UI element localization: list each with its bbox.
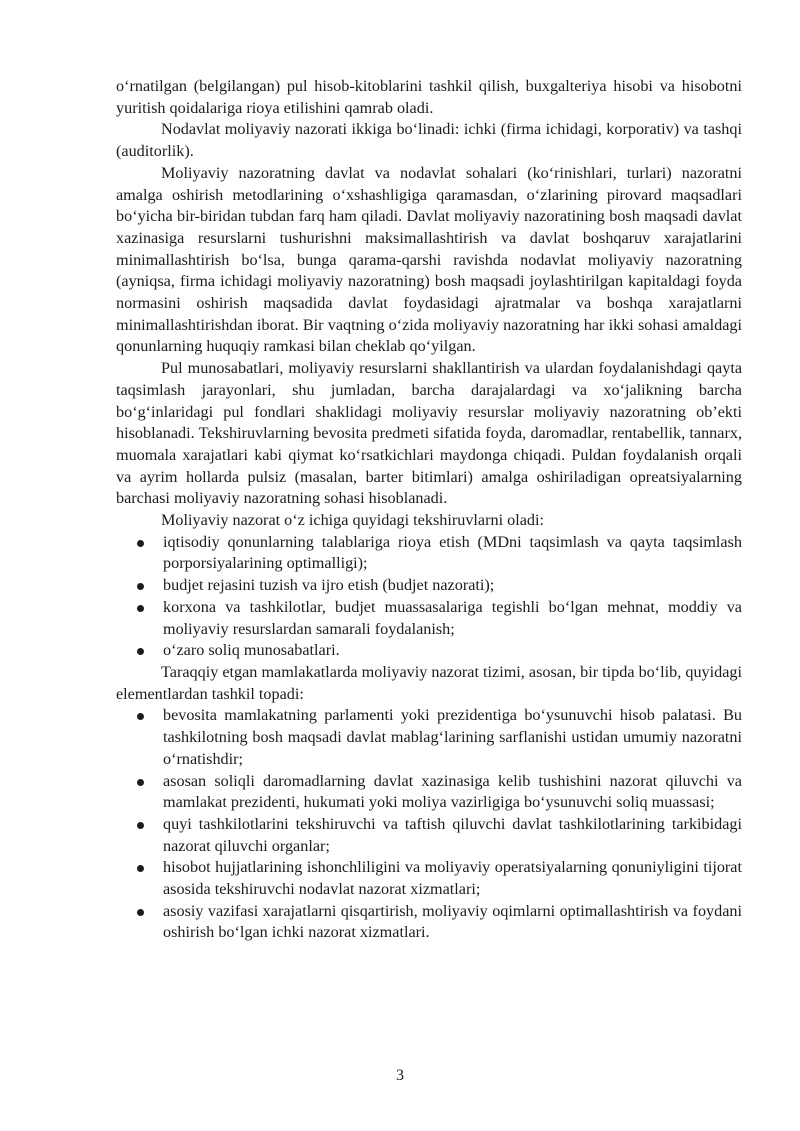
list-item	[116, 771, 742, 814]
bullet-icon	[137, 648, 144, 655]
list-item	[116, 640, 742, 662]
bullet-icon	[137, 822, 144, 829]
list-item	[116, 705, 742, 770]
elementlar-list	[116, 705, 742, 944]
bullet-icon	[137, 865, 144, 872]
page-number: 3	[396, 1067, 404, 1084]
document-page	[116, 76, 742, 944]
list-item-text: korxona va tashkilotlar, budjet muassasalariga tegishli bo‘lgan mehnat, moddiy va moliyaviy resurslardan samarali foydalanish;	[163, 597, 742, 638]
list-item-text: asosan soliqli daromadlarning davlat xazinasiga kelib tushishini nazorat qiluvchi va mamlakat prezidenti, hukumati yoki moliya vazirligiga bo‘ysunuvchi soliq muassasi;	[163, 771, 742, 812]
paragraph-list-intro: Moliyaviy nazorat o‘z ichiga quyidagi tekshiruvlarni oladi:	[161, 511, 544, 530]
list-item	[116, 857, 742, 900]
list-item-text: asosiy vazifasi xarajatlarni qisqartirish, moliyaviy oqimlarni optimallashtirish va foydani oshirish bo‘lgan ichki nazorat xizmatlari.	[163, 901, 742, 942]
tekshiruvlar-list	[116, 532, 742, 662]
list-item	[116, 532, 742, 575]
list-item	[116, 575, 742, 597]
bullet-icon	[137, 540, 144, 547]
paragraph-taraqqiy: Taraqqiy etgan mamlakatlarda moliyaviy nazorat tizimi, asosan, bir tipda bo‘lib, quyidagi elementlardan tashkil topadi:	[116, 662, 742, 703]
paragraph-nodavlat-nazorat: Nodavlat moliyaviy nazorati ikkiga bo‘linadi: ichki (firma ichidagi, korporativ) va tashqi (auditorlik).	[116, 120, 742, 161]
list-item	[116, 814, 742, 857]
list-item-text: iqtisodiy qonunlarning talablariga rioya etish (MDni taqsimlash va qayta taqsimlash porporsiyalarining optimalligi);	[163, 532, 742, 573]
list-item	[116, 597, 742, 640]
bullet-icon	[137, 583, 144, 590]
paragraph-nazorat-sohalari: Moliyaviy nazoratning davlat va nodavlat sohalari (ko‘rinishlari, turlari) nazoratni amalga oshirish metodlarining o‘xshashligiga qaramasdan, o‘zlarining pirovard maqsadlari bo‘yicha bir-biridan tubdan farq ham qiladi. Davlat moliyaviy nazoratining bosh maqsadi davlat xazinasiga resurslarni tushurishni maksimallashtirish va davlat boshqaruv xarajatlarini minimallashtirish bo‘lsa, bunga qarama-qarshi ravishda nodavlat moliyaviy nazoratning (ayniqsa, firma ichidagi moliyaviy nazoratning) bosh maqsadi joylashtirilgan kapitaldagi foyda normasini oshirish maqsadida davlat foydasidagi ajratmalar va boshqa xarajatlarni minimallashtirishdan iborat. Bir vaqtning o‘zida moliyaviy nazoratning har ikki sohasi amaldagi qonunlarning huquqiy ramkasi bilan cheklab qo‘yilgan.	[116, 163, 742, 356]
list-item-text: o‘zaro soliq munosabatlari.	[163, 641, 340, 660]
list-item-text: quyi tashkilotlarini tekshiruvchi va taftish qiluvchi davlat tashkilotlarining tarkibidagi nazorat qiluvchi organlar;	[163, 814, 742, 855]
paragraph-pul-munosabatlari: Pul munosabatlari, moliyaviy resurslarni shakllantirish va ulardan foydalanishdagi qayta taqsimlash jarayonlari, shu jumladan, barcha darajalardagi va xo‘jalikning barcha bo‘g‘inlaridagi pul fondlari shaklidagi moliyaviy resurslar moliyaviy nazoratning ob’ekti hisoblanadi. Tekshiruvlarning bevosita predmeti sifatida foyda, daromadlar, rentabellik, tannarx, muomala xarajatlari kabi qiymat ko‘rsatkichlari maydonga chiqadi. Puldan foydalanish orqali va ayrim hollarda pulsiz (masalan, barter bitimlari) amalga oshiriladigan opreatsiyalarning barchasi moliyaviy nazoratning sohasi hisoblanadi.	[116, 359, 742, 508]
list-item-text: bevosita mamlakatning parlamenti yoki prezidentiga bo‘ysunuvchi hisob palatasi. Bu tashkilotning bosh maqsadi davlat mablag‘larining sarflanishi ustidan umumiy nazoratni o‘rnatishdir;	[163, 706, 742, 768]
list-item	[116, 901, 742, 944]
bullet-icon	[137, 713, 144, 720]
bullet-icon	[137, 779, 144, 786]
list-item-text: hisobot hujjatlarining ishonchliligini va moliyaviy operatsiyalarning qonuniyligini tijorat asosida tekshiruvchi nodavlat nazorat xizmatlari;	[163, 858, 742, 899]
list-item-text: budjet rejasini tuzish va ijro etish (budjet nazorati);	[163, 576, 495, 595]
paragraph-continuation: o‘rnatilgan (belgilangan) pul hisob-kitoblarini tashkil qilish, buxgalteriya hisobi va hisobotni yuritish qoidalariga rioya etilishini qamrab oladi.	[116, 77, 742, 117]
bullet-icon	[137, 605, 144, 612]
bullet-icon	[137, 909, 144, 916]
